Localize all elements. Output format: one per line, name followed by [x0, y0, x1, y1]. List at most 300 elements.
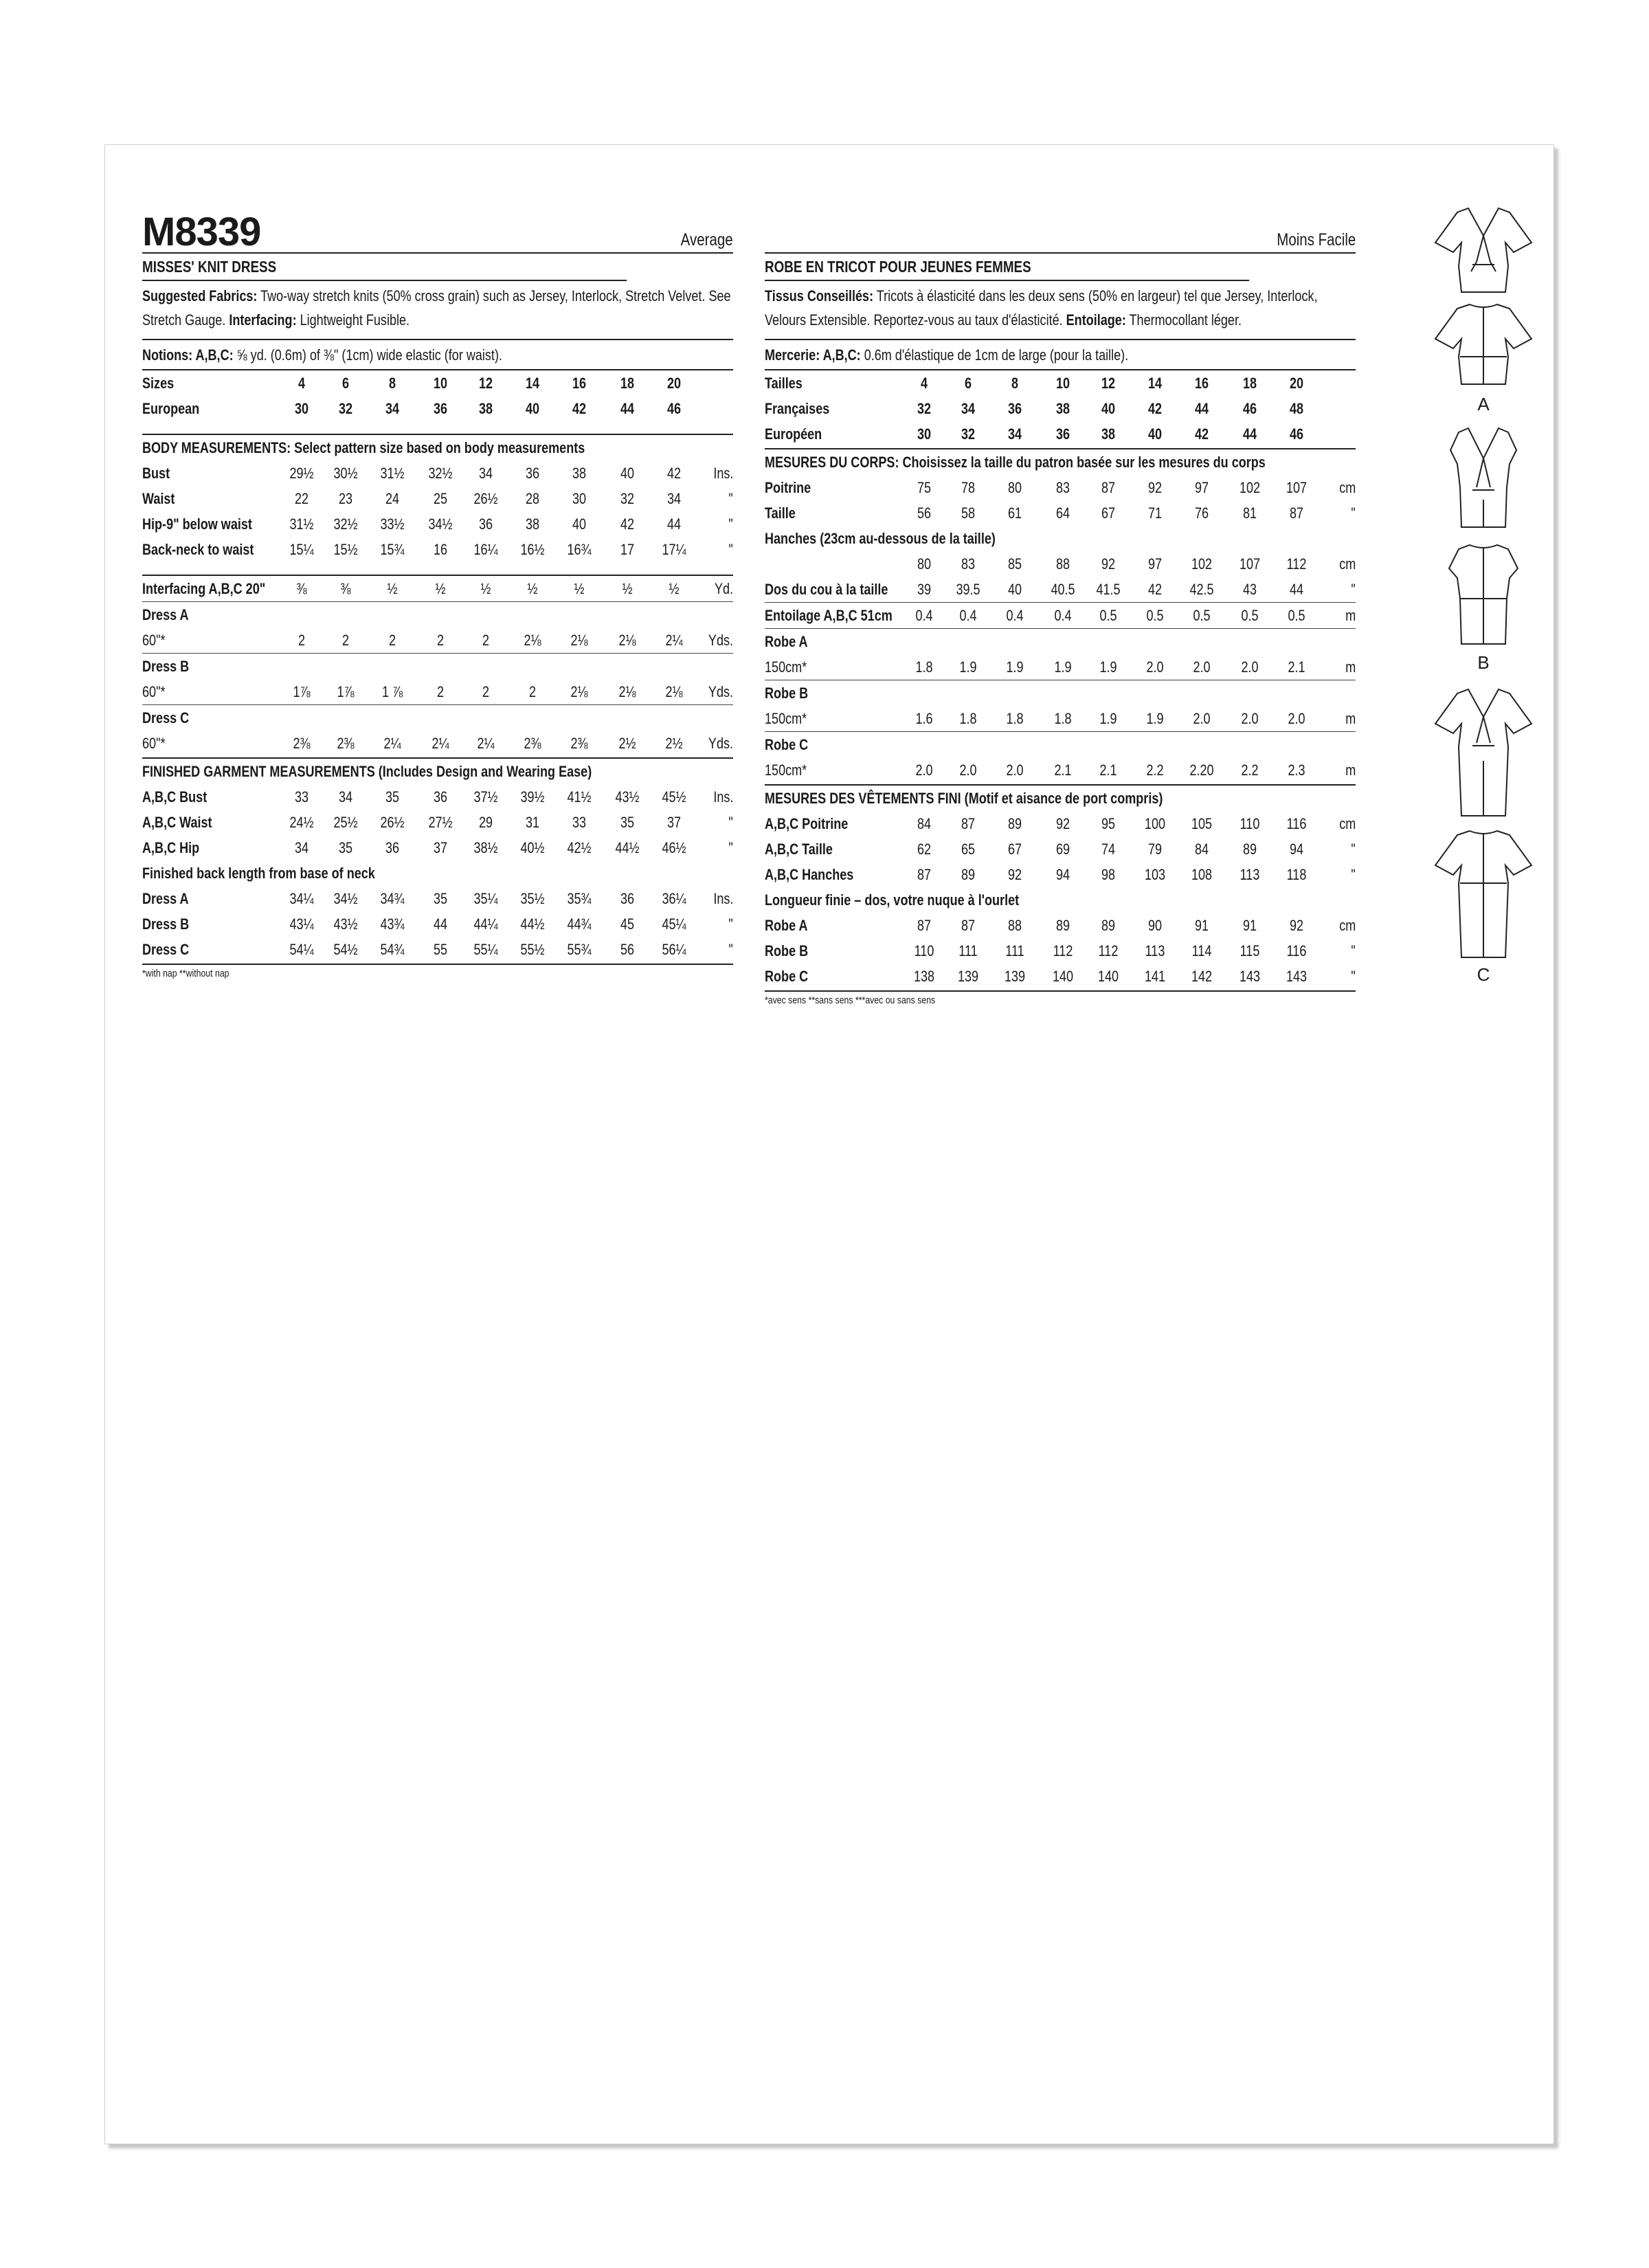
row-label: Robe C [765, 968, 809, 985]
cell-value: 1.9 [1099, 658, 1117, 676]
cell-value: 1⅞ [293, 683, 311, 700]
cell-value: 87 [961, 815, 976, 832]
yardage-row [765, 757, 1356, 783]
yardage-view-name [765, 680, 1356, 706]
cell-value: 44¼ [473, 915, 498, 933]
cell-value: 44½ [615, 839, 640, 856]
view-name: Dress A [142, 606, 189, 623]
cell-value: 87 [917, 917, 932, 934]
footnote: *with nap **without nap [142, 968, 229, 979]
body-measurements-heading-fr: MESURES DU CORPS: Choisissez la taille du patron basée sur les mesures du corps [765, 454, 1266, 471]
cell-value: 40 [525, 400, 540, 417]
cell-value: ⅜ [296, 580, 307, 597]
body-measurement-row [142, 511, 733, 537]
body-measurement-row [765, 475, 1356, 500]
pattern-title-fr: ROBE EN TRICOT POUR JEUNES FEMMES [765, 254, 1249, 281]
cell-value: 34 [294, 839, 309, 856]
cell-value: 36¼ [662, 890, 686, 907]
cell-value: 42 [1194, 425, 1209, 443]
row-label: 60"* [142, 735, 166, 752]
cell-value: 112 [1098, 942, 1119, 959]
view-name: Dress B [142, 658, 190, 675]
cell-value: 33 [572, 814, 587, 831]
cell-value: 32½ [333, 515, 358, 533]
yardage-view-name [142, 654, 733, 679]
row-label: A,B,C Poitrine [765, 815, 849, 832]
unit-label: " [1351, 968, 1356, 985]
cell-value: 0.5 [1099, 607, 1117, 624]
cell-value: 18 [620, 375, 635, 392]
footnote-fr: *avec sens **sans sens ***avec ou sans sens [765, 994, 936, 1006]
body-measurements-heading: BODY MEASUREMENTS: Select pattern size based on body measurements [142, 439, 585, 456]
cell-value: 12 [1101, 375, 1116, 392]
cell-value: ½ [527, 580, 538, 597]
cell-value: 42 [620, 515, 635, 533]
finished-measurements-table-fr [765, 811, 1356, 887]
unit-label: " [1351, 942, 1356, 959]
cell-value: 22 [294, 490, 309, 507]
sizes-row [142, 370, 733, 396]
cell-value: 6 [964, 375, 972, 392]
cell-value: 74 [1101, 841, 1116, 858]
unit-label: " [728, 915, 733, 933]
cell-value: 18 [1242, 375, 1257, 392]
cell-value: 2.0 [1241, 658, 1259, 676]
cell-value: 32 [620, 490, 635, 507]
cell-value: 35½ [520, 890, 545, 907]
cell-value: 27½ [428, 814, 453, 831]
cell-value: 31 [525, 814, 540, 831]
cell-value: 76 [1194, 504, 1209, 522]
header [142, 207, 733, 254]
unit-label: Ins. [713, 890, 733, 907]
cell-value: 2.2 [1146, 761, 1164, 779]
cell-value: 67 [1007, 841, 1022, 858]
european-sizes-row [142, 396, 733, 421]
cell-value: 37 [666, 814, 682, 831]
cell-value: 44 [1289, 581, 1304, 598]
row-label: Back-neck to waist [142, 541, 254, 558]
unit-label: " [1351, 866, 1356, 883]
cell-value: 2⅛ [618, 632, 636, 649]
view-c-label: C [1477, 964, 1490, 985]
fabrics-label: Suggested Fabrics: [142, 287, 258, 304]
unit-label: m [1345, 607, 1356, 624]
cell-value: 116 [1286, 942, 1307, 959]
view-b-label: B [1477, 652, 1490, 673]
cell-value: 102 [1191, 555, 1213, 572]
cell-value: 89 [1055, 917, 1070, 934]
cell-value: 16 [433, 541, 448, 558]
cell-value: 14 [1147, 375, 1163, 392]
cell-value: 15½ [333, 541, 358, 558]
english-column [142, 207, 733, 983]
hips-heading-fr: Hanches (23cm au-dessous de la taille) [765, 530, 996, 547]
cell-value: 2½ [618, 735, 636, 752]
cell-value: 44 [1194, 400, 1209, 417]
cell-value: 102 [1239, 479, 1261, 496]
cell-value: 2¼ [477, 735, 495, 752]
cell-value: 2.1 [1288, 658, 1305, 676]
cell-value: 87 [917, 866, 932, 883]
cell-value: 43 [1242, 581, 1257, 598]
cell-value: 45¼ [662, 915, 686, 933]
cell-value: 2 [528, 683, 537, 700]
cell-value: 92 [1055, 815, 1070, 832]
row-label: Européen [765, 425, 822, 443]
interfacing-row [765, 603, 1356, 628]
finished-measurements-table [142, 784, 733, 860]
cell-value: 42 [666, 465, 682, 482]
finished-length-row [142, 937, 733, 962]
interfacing-table [142, 576, 733, 601]
row-label: A,B,C Bust [142, 788, 207, 805]
unit-label: " [1351, 841, 1356, 858]
cell-value: 36 [433, 400, 448, 417]
cell-value: 2.20 [1189, 761, 1214, 779]
cell-value: 2 [298, 632, 306, 649]
interfacing-row [142, 576, 733, 601]
unit-label: cm [1338, 815, 1356, 832]
row-label: Hip-9" below waist [142, 515, 252, 533]
cell-value: 26½ [473, 490, 498, 507]
yardage-row [142, 731, 733, 756]
cell-value: 1.9 [1146, 710, 1164, 727]
cell-value: 84 [1194, 841, 1209, 858]
yardage-view-name [765, 732, 1356, 757]
finished-measurement-row [142, 810, 733, 835]
row-label: 60"* [142, 632, 166, 649]
cell-value: 20 [666, 375, 682, 392]
cell-value: 25½ [333, 814, 358, 831]
body-measurement-row [142, 486, 733, 511]
hips-table-fr [765, 551, 1356, 602]
cell-value: 2 [482, 632, 490, 649]
finished-measurement-row [142, 835, 733, 860]
sizes-table [142, 370, 733, 421]
finished-measurement-row [765, 836, 1356, 862]
cell-value: 2.0 [915, 761, 933, 779]
cell-value: 8 [1011, 375, 1019, 392]
row-label: Robe B [765, 942, 809, 959]
cell-value: 10 [433, 375, 448, 392]
yardage-table [142, 602, 733, 756]
finished-length-row [765, 938, 1356, 964]
cell-value: 92 [1147, 479, 1163, 496]
cell-value: 97 [1147, 555, 1163, 572]
row-label: A,B,C Taille [765, 841, 833, 858]
finished-length-row [142, 886, 733, 911]
cell-value: 58 [961, 504, 976, 522]
pattern-back-page [104, 144, 1554, 2144]
cell-value: ½ [435, 580, 446, 597]
cell-value: 20 [1289, 375, 1304, 392]
cell-value: 0.5 [1146, 607, 1164, 624]
cell-value: 40.5 [1051, 581, 1075, 598]
cell-value: 55½ [520, 941, 545, 958]
french-sizes-row [765, 396, 1356, 421]
cell-value: 0.4 [915, 607, 933, 624]
finished-length-row [765, 913, 1356, 938]
hips-row [765, 551, 1356, 577]
finished-measurement-row [765, 811, 1356, 836]
cell-value: 46½ [662, 839, 686, 856]
fabrics-text-fr: Tricots à élasticité dans les deux sens (50% en largeur) tel que Jersey, Interlock, Velours Extensible. Reportez-vous au taux d'élasticité. [765, 287, 1318, 329]
row-label: Tailles [765, 375, 803, 392]
cell-value: ½ [669, 580, 680, 597]
interfacing-label-fr: Entoilage: [1066, 311, 1126, 329]
fabrics-paragraph-fr [765, 281, 1356, 337]
cell-value: 34½ [333, 890, 358, 907]
cell-value: 2.0 [1193, 658, 1211, 676]
cell-value: 84 [917, 815, 932, 832]
unit-label: m [1345, 761, 1356, 779]
row-label: 150cm* [765, 761, 807, 779]
cell-value: 54¼ [289, 941, 314, 958]
yardage-view-name [142, 602, 733, 627]
cell-value: 30½ [333, 465, 358, 482]
cell-value: 56 [917, 504, 932, 522]
cell-value: 1.6 [915, 710, 933, 727]
cell-value: 43¾ [380, 915, 405, 933]
cell-value: 25 [433, 490, 448, 507]
cell-value: 35 [385, 788, 400, 805]
finished-measurement-row [142, 784, 733, 810]
cell-value: 16 [1194, 375, 1209, 392]
cell-value: 42 [572, 400, 587, 417]
cell-value: 103 [1144, 866, 1166, 883]
cell-value: 79 [1147, 841, 1163, 858]
view-a-label: A [1477, 394, 1490, 414]
cell-value: 61 [1007, 504, 1022, 522]
back-length-row [765, 577, 1356, 602]
cell-value: 62 [917, 841, 932, 858]
cell-value: 44½ [520, 915, 545, 933]
cell-value: 40 [572, 515, 587, 533]
cell-value: 32 [338, 400, 353, 417]
cell-value: 139 [957, 968, 979, 985]
row-label: Waist [142, 490, 175, 507]
header-fr [765, 207, 1356, 254]
cell-value: 1.8 [959, 710, 977, 727]
view-c-back-sketch [1428, 825, 1538, 963]
interfacing-text-fr: Thermocollant léger. [1125, 311, 1242, 329]
cell-value: 39.5 [956, 581, 980, 598]
cell-value: 35 [433, 890, 448, 907]
cell-value: 100 [1144, 815, 1166, 832]
cell-value: 88 [1007, 917, 1022, 934]
cell-value: 80 [1007, 479, 1022, 496]
cell-value: 32½ [428, 465, 453, 482]
cell-value: 110 [914, 942, 934, 959]
cell-value: 42.5 [1189, 581, 1214, 598]
cell-value: 29 [478, 814, 493, 831]
cell-value: 35¼ [473, 890, 498, 907]
european-sizes-row [765, 421, 1356, 447]
cell-value: 105 [1191, 815, 1213, 832]
cell-value: 143 [1239, 968, 1261, 985]
cell-value: 1⅞ [337, 683, 355, 700]
cell-value: 110 [1239, 815, 1260, 832]
cell-value: 33 [294, 788, 309, 805]
cell-value: 71 [1147, 504, 1163, 522]
cell-value: 2 [482, 683, 490, 700]
cell-value: 113 [1239, 866, 1260, 883]
cell-value: 87 [961, 917, 976, 934]
cell-value: 1.8 [1054, 710, 1072, 727]
cell-value: 55¾ [567, 941, 592, 958]
cell-value: 32 [961, 425, 976, 443]
cell-value: ½ [574, 580, 585, 597]
view-name: Robe A [765, 633, 808, 650]
cell-value: 92 [1007, 866, 1022, 883]
notions-label: Notions: A,B,C: [142, 346, 234, 364]
difficulty-level-fr: Moins Facile [1276, 230, 1356, 249]
cell-value: 2.0 [1193, 710, 1211, 727]
cell-value: 1.8 [1006, 710, 1024, 727]
cell-value: 36 [525, 465, 540, 482]
cell-value: 36 [1007, 400, 1022, 417]
cell-value: 1.8 [915, 658, 933, 676]
row-label: A,B,C Hanches [765, 866, 854, 883]
unit-label: " [728, 839, 733, 856]
cell-value: 115 [1239, 942, 1260, 959]
cell-value: 2.2 [1241, 761, 1259, 779]
cell-value: 2 [436, 632, 445, 649]
cell-value: 1.9 [1006, 658, 1024, 676]
cell-value: 2⅛ [618, 683, 636, 700]
cell-value: 112 [1053, 942, 1073, 959]
difficulty-level: Average [681, 230, 733, 249]
cell-value: 38 [1055, 400, 1070, 417]
cell-value: 1.9 [959, 658, 977, 676]
cell-value: 39½ [520, 788, 545, 805]
cell-value: 112 [1286, 555, 1307, 572]
cell-value: ½ [387, 580, 398, 597]
cell-value: 26½ [380, 814, 405, 831]
cell-value: 17 [620, 541, 635, 558]
cell-value: 34 [666, 490, 682, 507]
unit-label: Ins. [713, 465, 733, 482]
yardage-table-fr [765, 629, 1356, 783]
unit-label: " [1351, 581, 1356, 598]
cell-value: 29½ [289, 465, 314, 482]
cell-value: 34 [961, 400, 976, 417]
cell-value: 40 [620, 465, 635, 482]
unit-label: Yds. [708, 632, 733, 649]
cell-value: 85 [1007, 555, 1022, 572]
notions-paragraph [142, 340, 733, 368]
cell-value: 16¾ [567, 541, 592, 558]
cell-value: 44 [620, 400, 635, 417]
cell-value: 2⅛ [524, 632, 541, 649]
cell-value: 1.9 [1099, 710, 1117, 727]
row-label: Interfacing A,B,C 20" [142, 580, 266, 597]
cell-value: 24 [385, 490, 400, 507]
yardage-view-name [765, 629, 1356, 654]
cell-value: 0.4 [959, 607, 977, 624]
fabrics-text: Two-way stretch knits (50% cross grain) such as Jersey, Interlock, Stretch Velvet. See Stretch Gauge. [142, 287, 731, 329]
cell-value: 2¼ [383, 735, 401, 752]
interfacing-table-fr [765, 603, 1356, 628]
cell-value: 36 [433, 788, 448, 805]
cell-value: 65 [961, 841, 976, 858]
cell-value: 23 [338, 490, 353, 507]
cell-value: 83 [1055, 479, 1070, 496]
cell-value: 2⅛ [570, 632, 588, 649]
cell-value: 141 [1144, 968, 1166, 985]
cell-value: 118 [1286, 866, 1307, 883]
row-label: 60"* [142, 683, 166, 700]
cell-value: 42 [1147, 581, 1163, 598]
cell-value: 2 [388, 632, 396, 649]
cell-value: 36 [385, 839, 400, 856]
cell-value: 37½ [473, 788, 498, 805]
cell-value: 0.4 [1006, 607, 1024, 624]
row-label: Dress B [142, 915, 190, 933]
row-label: Sizes [142, 375, 175, 392]
cell-value: 98 [1101, 866, 1116, 883]
finished-measurement-row [765, 862, 1356, 887]
finished-measurements-heading-fr: MESURES DES VÊTEMENTS FINI (Motif et aisance de port compris) [765, 790, 1163, 807]
cell-value: 2.0 [959, 761, 977, 779]
cell-value: 37 [433, 839, 448, 856]
cell-value: 0.5 [1241, 607, 1259, 624]
cell-value: 2.3 [1288, 761, 1305, 779]
row-label: Robe A [765, 917, 808, 934]
view-c-front-sketch [1428, 684, 1538, 821]
cell-value: 40 [1101, 400, 1116, 417]
cell-value: ½ [480, 580, 491, 597]
cell-value: 2.0 [1288, 710, 1305, 727]
cell-value: 34½ [428, 515, 453, 533]
fabrics-label-fr: Tissus Conseillés: [765, 287, 874, 304]
cell-value: 38 [525, 515, 540, 533]
cell-value: 46 [1242, 400, 1257, 417]
cell-value: 107 [1239, 555, 1261, 572]
cell-value: 111 [958, 942, 978, 959]
cell-value: 0.5 [1193, 607, 1211, 624]
cell-value: 43½ [615, 788, 640, 805]
cell-value: 1 ⅞ [381, 683, 403, 700]
finished-length-heading-fr: Longueur finie – dos, votre nuque à l'ourlet [765, 891, 1020, 909]
cell-value: 33½ [380, 515, 405, 533]
view-b-front-sketch [1428, 423, 1538, 533]
cell-value: 92 [1289, 917, 1304, 934]
body-measurement-row [142, 460, 733, 486]
cell-value: 36 [1055, 425, 1070, 443]
cell-value: 138 [913, 968, 935, 985]
body-measurements-table-fr [765, 475, 1356, 526]
cell-value: 108 [1191, 866, 1213, 883]
cell-value: 89 [1242, 841, 1257, 858]
yardage-row [765, 706, 1356, 731]
cell-value: 91 [1242, 917, 1257, 934]
pattern-title: MISSES' KNIT DRESS [142, 254, 627, 281]
cell-value: 34¾ [380, 890, 405, 907]
cell-value: 143 [1286, 968, 1308, 985]
cell-value: 2⅜ [293, 735, 311, 752]
row-label: Dress A [142, 890, 189, 907]
cell-value: 2¼ [665, 632, 683, 649]
cell-value: 6 [341, 375, 350, 392]
cell-value: 56¼ [662, 941, 686, 958]
cell-value: 142 [1191, 968, 1213, 985]
cell-value: 40 [1007, 581, 1022, 598]
view-a-front-sketch [1428, 203, 1538, 302]
cell-value: 34 [1007, 425, 1022, 443]
notions-label-fr: Mercerie: A,B,C: [765, 346, 861, 364]
